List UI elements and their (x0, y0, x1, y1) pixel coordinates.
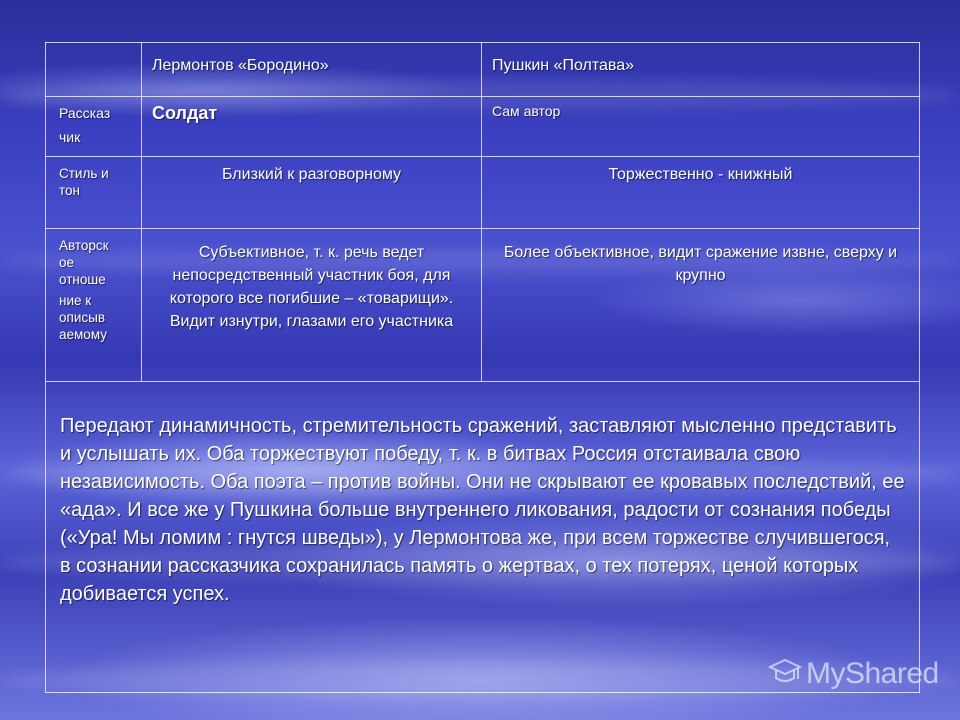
watermark-logo (768, 657, 939, 691)
row-label-line: описыв (59, 310, 105, 325)
row-label-line: Стиль и (59, 166, 109, 181)
row-label-line: Авторск (59, 238, 109, 253)
summary-row (46, 382, 920, 693)
graduation-cap-icon (768, 657, 802, 687)
row-label-line: отноше (59, 272, 106, 287)
summary-text: Передают динамичность, стремительность сражений, заставляют мысленно представить и услышать их. Оба торжествуют победу, т. к. в битвах Россия отстаивала свою независимость. Оба поэта – против войны. Они не скрывают ее кровавых последствий, ее «ада». И все же у Пушкина больше внутреннего ликования, радости от сознания победы («Ура! Мы ломим : гнутся шведы»), у Лермонтова же, при всем торжестве случившегося, в сознании рассказчика сохранилась память о жертвах, о тех потерях, ценой которых добивается успех. (46, 382, 920, 693)
table-row (46, 97, 920, 157)
narrator-pushkin: Сам автор (482, 97, 920, 157)
row-label-style (46, 157, 142, 229)
row-label-line: Рассказ (59, 105, 111, 121)
watermark-text: MyShared (806, 657, 939, 690)
style-lermontov: Близкий к разговорному (142, 157, 482, 229)
narrator-lermontov: Солдат (142, 97, 482, 157)
comparison-table (45, 42, 920, 693)
row-label-line: аемому (59, 327, 107, 342)
header-row (46, 43, 920, 97)
header-pushkin: Пушкин «Полтава» (482, 43, 920, 97)
header-lermontov: Лермонтов «Бородино» (142, 43, 482, 97)
table-row (46, 229, 920, 382)
header-empty-cell (46, 43, 142, 97)
row-label-narrator (46, 97, 142, 157)
row-label-line: чик (59, 129, 81, 145)
row-label-line: ое (59, 255, 75, 270)
row-label-attitude (46, 229, 142, 382)
table-row (46, 157, 920, 229)
style-pushkin: Торжественно - книжный (482, 157, 920, 229)
row-label-line: ние к (59, 293, 92, 308)
attitude-lermontov: Субъективное, т. к. речь ведет непосредственный участник боя, для которого все погибшие – «товарищи». Видит изнутри, глазами его участника (142, 229, 482, 382)
row-label-line: тон (59, 183, 80, 198)
attitude-pushkin: Более объективное, видит сражение извне, сверху и крупно (482, 229, 920, 382)
